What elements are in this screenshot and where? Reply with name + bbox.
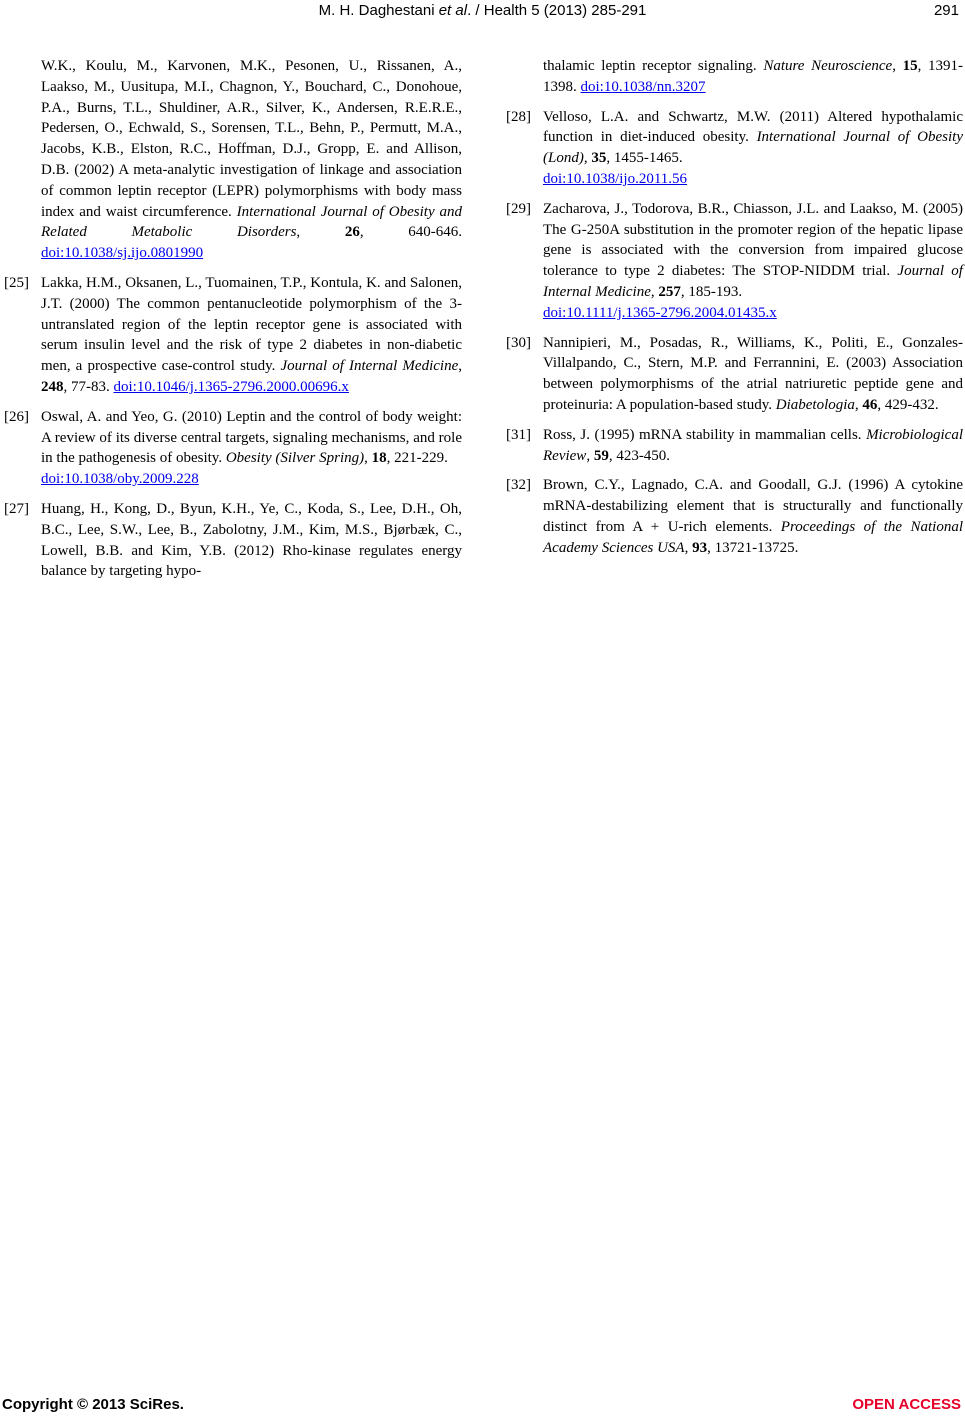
reference-number: [31]: [506, 426, 531, 443]
reference-volume: 15: [902, 58, 918, 74]
reference-number: [29]: [506, 200, 531, 217]
reference-volume: 59: [593, 447, 609, 464]
reference-pages: , 77-83.: [63, 378, 114, 395]
doi-link[interactable]: doi:10.1038/ijo.2011.56: [543, 170, 688, 187]
reference-text: thalamic leptin receptor signaling.: [543, 58, 764, 74]
doi-link[interactable]: doi:10.1111/j.1365-2796.2004.01435.x: [543, 304, 777, 321]
running-title-authors: M. H. Daghestani: [318, 2, 439, 19]
reference-text: Lakka, H.M., Oksanen, L., Tuomainen, T.P., Kontula, K. and Salonen, J.T. (2000) The common pentanucleotide polymorphism of the 3-untranslated region of the leptin receptor gene is associated with serum insulin level and the risk of type 2 diabetes in non-diabetic men, a prospective case-control study.: [41, 274, 462, 375]
reference-journal: Nature Neuroscience: [763, 58, 893, 74]
reference-pages: , 221-229.: [386, 450, 448, 467]
reference-pages: , 185-193.: [680, 283, 743, 300]
reference-pages: , 429-432.: [877, 396, 939, 413]
reference-volume: 46: [862, 396, 878, 413]
running-title: [0, 2, 965, 19]
reference-volume: 18: [371, 450, 387, 467]
reference-number: [26]: [4, 408, 29, 425]
reference-journal: Proceedings of the National Academy Sciences USA: [543, 518, 964, 556]
reference-pages: , 423-450.: [608, 447, 671, 464]
reference-pages: , 640-646.: [359, 224, 463, 241]
doi-link[interactable]: doi:10.1038/nn.3207: [580, 78, 706, 95]
reference-pages: , 13721-13725.: [707, 539, 799, 556]
reference-text: Ross, J. (1995) mRNA stability in mammalian cells.: [543, 426, 867, 443]
reference-column-right: [506, 56, 963, 568]
reference-journal: International Journal of Obesity and Related Metabolic Disorders: [41, 203, 462, 241]
reference-entry: [30] Nannipieri, M., Posadas, R., Williams, K., Politi, E., Gonzales-Villalpando, C., Stern, M.P. and Ferrannini, E. (2003) Association between polymorphisms of the atrial natriuretic peptide gene and proteinuria: A population-based study. Diabetologia, 46, 429-432.: [506, 334, 963, 413]
page-number: 291: [933, 2, 959, 19]
reference-entry: [26] Oswal, A. and Yeo, G. (2010) Leptin and the control of body weight: A review of its diverse central targets, signaling mechanisms, and role in the pathogenesis of obesity. Obesity (Silver Spring), 18, 221-229. doi:10.1038/oby.2009.228: [4, 407, 462, 490]
reference-volume: 35: [591, 150, 607, 167]
reference-entry: W.K., Koulu, M., Karvonen, M.K., Pesonen, U., Rissanen, A., Laakso, M., Uusitupa, M.I., Chagnon, Y., Bouchard, C., Donohoue, P.A., Burns, T.L., Shuldiner, A.R., Silver, K., Andersen, R.E.R.E., Pedersen, O., Echwald, S., Sorensen, T.L., Behn, P., Permutt, M.A., Jacobs, K.B., Elston, R.C., Hoffman, D.J., Gropp, E. and Allison, D.B. (2002) A meta-analytic investigation of linkage and association of common leptin receptor (LEPR) polymorphisms with body mass index and waist circumference. International Journal of Obesity and Related Metabolic Disorders, 26, 640-646. doi:10.1038/sj.ijo.0801990: [41, 58, 463, 262]
reference-number: [30]: [506, 334, 531, 351]
reference-text: Velloso, L.A. and Schwartz, M.W. (2011) Altered hypothalamic function in diet-induced obesity.: [543, 108, 963, 146]
running-title-et-al: et al: [438, 2, 468, 19]
reference-text: Huang, H., Kong, D., Byun, K.H., Ye, C., Koda, S., Lee, D.H., Oh, B.C., Lee, S.W., Lee, B., Zabolotny, J.M., Kim, M.S., Bjørbæk, C., Lowell, B.B. and Kim, Y.B. (2012) Rho-kinase regulates energy balance by targeting hypo-: [41, 500, 462, 580]
reference-number: [28]: [506, 108, 531, 125]
reference-journal: Microbiological Review: [543, 426, 963, 464]
reference-entry: [29] Zacharova, J., Todorova, B.R., Chiasson, J.L. and Laakso, M. (2005) The G-250A substitution in the promoter region of the hepatic lipase gene is associated with the conversion from impaired glucose tolerance to type 2 diabetes: The STOP-NIDDM trial. Journal of Internal Medicine, 257, 185-193. doi:10.1111/j.1365-2796.2004.01435.x: [506, 199, 963, 324]
reference-journal: Diabetologia: [775, 396, 855, 413]
reference-number: [27]: [4, 500, 29, 517]
reference-volume: 257: [658, 283, 681, 300]
reference-journal: Journal of Internal Medicine: [543, 263, 963, 300]
reference-journal: Obesity (Silver Spring): [225, 450, 365, 467]
copyright-notice: Copyright © 2013 SciRes.: [2, 1396, 184, 1413]
reference-entry: [28] Velloso, L.A. and Schwartz, M.W. (2011) Altered hypothalamic function in diet-induced obesity. International Journal of Obesity (Lond), 35, 1455-1465. doi:10.1038/ijo.2011.56: [506, 107, 963, 190]
reference-text: Zacharova, J., Todorova, B.R., Chiasson, J.L. and Laakso, M. (2005) The G-250A substitution in the promoter region of the hepatic lipase gene is associated with the conversion from impaired glucose tolerance to type 2 diabetes: The STOP-NIDDM trial.: [543, 200, 963, 280]
reference-text: Nannipieri, M., Posadas, R., Williams, K., Politi, E., Gonzales-Villalpando, C., Stern, M.P. and Ferrannini, E. (2003) Association between polymorphisms of the atrial natriuretic peptide gene and proteinuria: A population-based study.: [543, 334, 963, 413]
reference-entry: [25] Lakka, H.M., Oksanen, L., Tuomainen, T.P., Kontula, K. and Salonen, J.T. (2000) The common pentanucleotide polymorphism of the 3-untranslated region of the leptin receptor gene is associated with serum insulin level and the risk of type 2 diabetes in non-diabetic men, a prospective case-control study. Journal of Internal Medicine, 248, 77-83. doi:10.1046/j.1365-2796.2000.00696.x: [4, 274, 462, 395]
reference-number: [25]: [4, 274, 29, 291]
reference-volume: 26: [344, 224, 360, 241]
reference-number: [32]: [506, 477, 531, 494]
reference-pages: , 1391-1398.: [543, 58, 964, 95]
reference-entry: [4, 499, 462, 582]
reference-column-left: [4, 56, 462, 591]
doi-link[interactable]: doi:10.1038/sj.ijo.0801990: [41, 245, 204, 262]
reference-journal: International Journal of Obesity (Lond): [543, 129, 963, 167]
open-access-label: OPEN ACCESS: [852, 1396, 961, 1413]
reference-volume: 93: [692, 539, 708, 556]
reference-text: Oswal, A. and Yeo, G. (2010) Leptin and the control of body weight: A review of its diverse central targets, signaling mechanisms, and role in the pathogenesis of obesity.: [41, 408, 462, 467]
reference-volume: 248: [41, 378, 64, 395]
reference-entry: thalamic leptin receptor signaling. Nature Neuroscience, 15, 1391-1398. doi:10.1038/nn.3207: [543, 58, 964, 95]
running-title-journal: . / Health 5 (2013) 285-291: [467, 2, 647, 19]
reference-text: Brown, C.Y., Lagnado, C.A. and Goodall, G.J. (1996) A cytokine mRNA-destabilizing element that is structurally and functionally distinct from A + U-rich elements.: [543, 477, 963, 535]
doi-link[interactable]: doi:10.1046/j.1365-2796.2000.00696.x: [113, 378, 349, 395]
reference-journal: Journal of Internal Medicine: [280, 358, 459, 375]
reference-text: W.K., Koulu, M., Karvonen, M.K., Pesonen, U., Rissanen, A., Laakso, M., Uusitupa, M.I., Chagnon, Y., Bouchard, C., Donohoue, P.A., Burns, T.L., Shuldiner, A.R., Silver, K., Andersen, R.E.R.E., Pedersen, O., Echwald, S., Sorensen, T.L., Behn, P., Permutt, M.A., Jacobs, K.B., Elston, R.C., Hoffman, D.J., Gropp, E. and Allison, D.B. (2002) A meta-analytic investigation of linkage and association of common leptin receptor (LEPR) polymorphisms with body mass index and waist circumference.: [41, 58, 462, 220]
reference-entry: [31] Ross, J. (1995) mRNA stability in mammalian cells. Microbiological Review, 59, 423-450.: [506, 426, 963, 464]
running-header: [0, 0, 965, 24]
reference-entry: [32] Brown, C.Y., Lagnado, C.A. and Goodall, G.J. (1996) A cytokine mRNA-destabilizing element that is structurally and functionally distinct from A + U-rich elements. Proceedings of the National Academy Sciences USA, 93, 13721-13725.: [506, 477, 964, 556]
page-footer: [0, 1396, 965, 1417]
reference-pages: , 1455-1465.: [606, 150, 683, 167]
doi-link[interactable]: doi:10.1038/oby.2009.228: [41, 471, 199, 488]
